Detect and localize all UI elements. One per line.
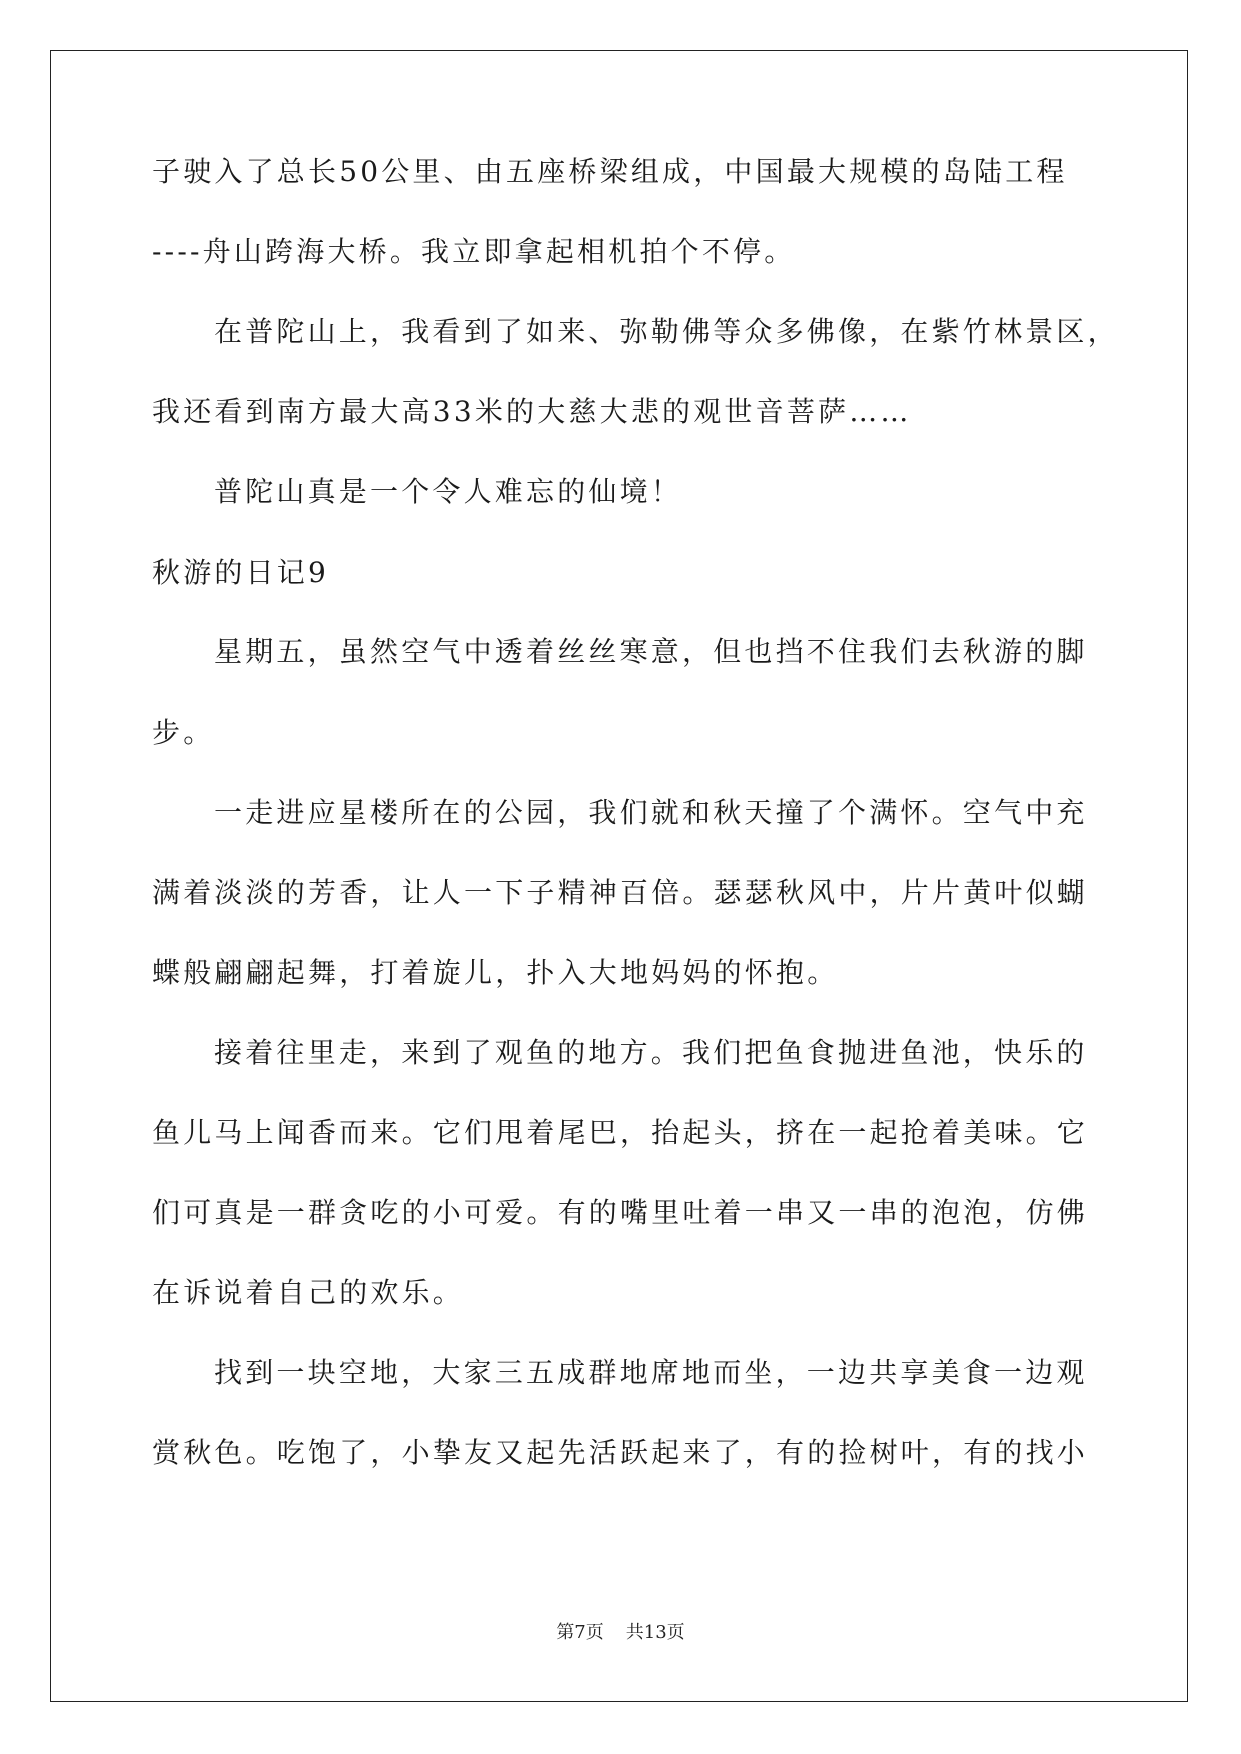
paragraph-start: 在普陀山上，我看到了如来、弥勒佛等众多佛像，在紫竹林景区， [214, 315, 1119, 348]
text-line: 在诉说着自己的欢乐。 [152, 1276, 465, 1309]
text-line: 步。 [152, 716, 215, 749]
text-line: 鱼儿马上闻香而来。它们甩着尾巴，抬起头，挤在一起抢着美味。它 [152, 1116, 1089, 1149]
paragraph-start: 普陀山真是一个令人难忘的仙境！ [214, 475, 683, 508]
paragraph-start: 一走进应星楼所在的公园，我们就和秋天撞了个满怀。空气中充 [214, 796, 1088, 829]
paragraph-start: 星期五，虽然空气中透着丝丝寒意，但也挡不住我们去秋游的脚 [214, 635, 1088, 668]
section-title: 秋游的日记9 [152, 556, 330, 589]
text-line: 们可真是一群贪吃的小可爱。有的嘴里吐着一串又一串的泡泡，仿佛 [152, 1196, 1089, 1229]
text-line: ----舟山跨海大桥。我立即拿起相机拍个不停。 [152, 235, 796, 268]
text-line: 蝶般翩翩起舞，打着旋儿，扑入大地妈妈的怀抱。 [152, 956, 839, 989]
page-number: 第7页 [556, 1622, 604, 1643]
text-line: 满着淡淡的芳香，让人一下子精神百倍。瑟瑟秋风中，片片黄叶似蝴 [152, 876, 1089, 909]
text-line: 我还看到南方最大高33米的大慈大悲的观世音菩萨…… [152, 395, 912, 428]
paragraph-start: 找到一块空地，大家三五成群地席地而坐，一边共享美食一边观 [214, 1356, 1088, 1389]
page-footer [0, 1621, 1241, 1645]
text-line: 赏秋色。吃饱了，小挚友又起先活跃起来了，有的捡树叶，有的找小 [152, 1436, 1089, 1469]
page-total: 共13页 [625, 1622, 685, 1643]
text-line: 子驶入了总长50公里、由五座桥梁组成，中国最大规模的岛陆工程 [152, 155, 1068, 188]
paragraph-start: 接着往里走，来到了观鱼的地方。我们把鱼食抛进鱼池，快乐的 [214, 1036, 1088, 1069]
